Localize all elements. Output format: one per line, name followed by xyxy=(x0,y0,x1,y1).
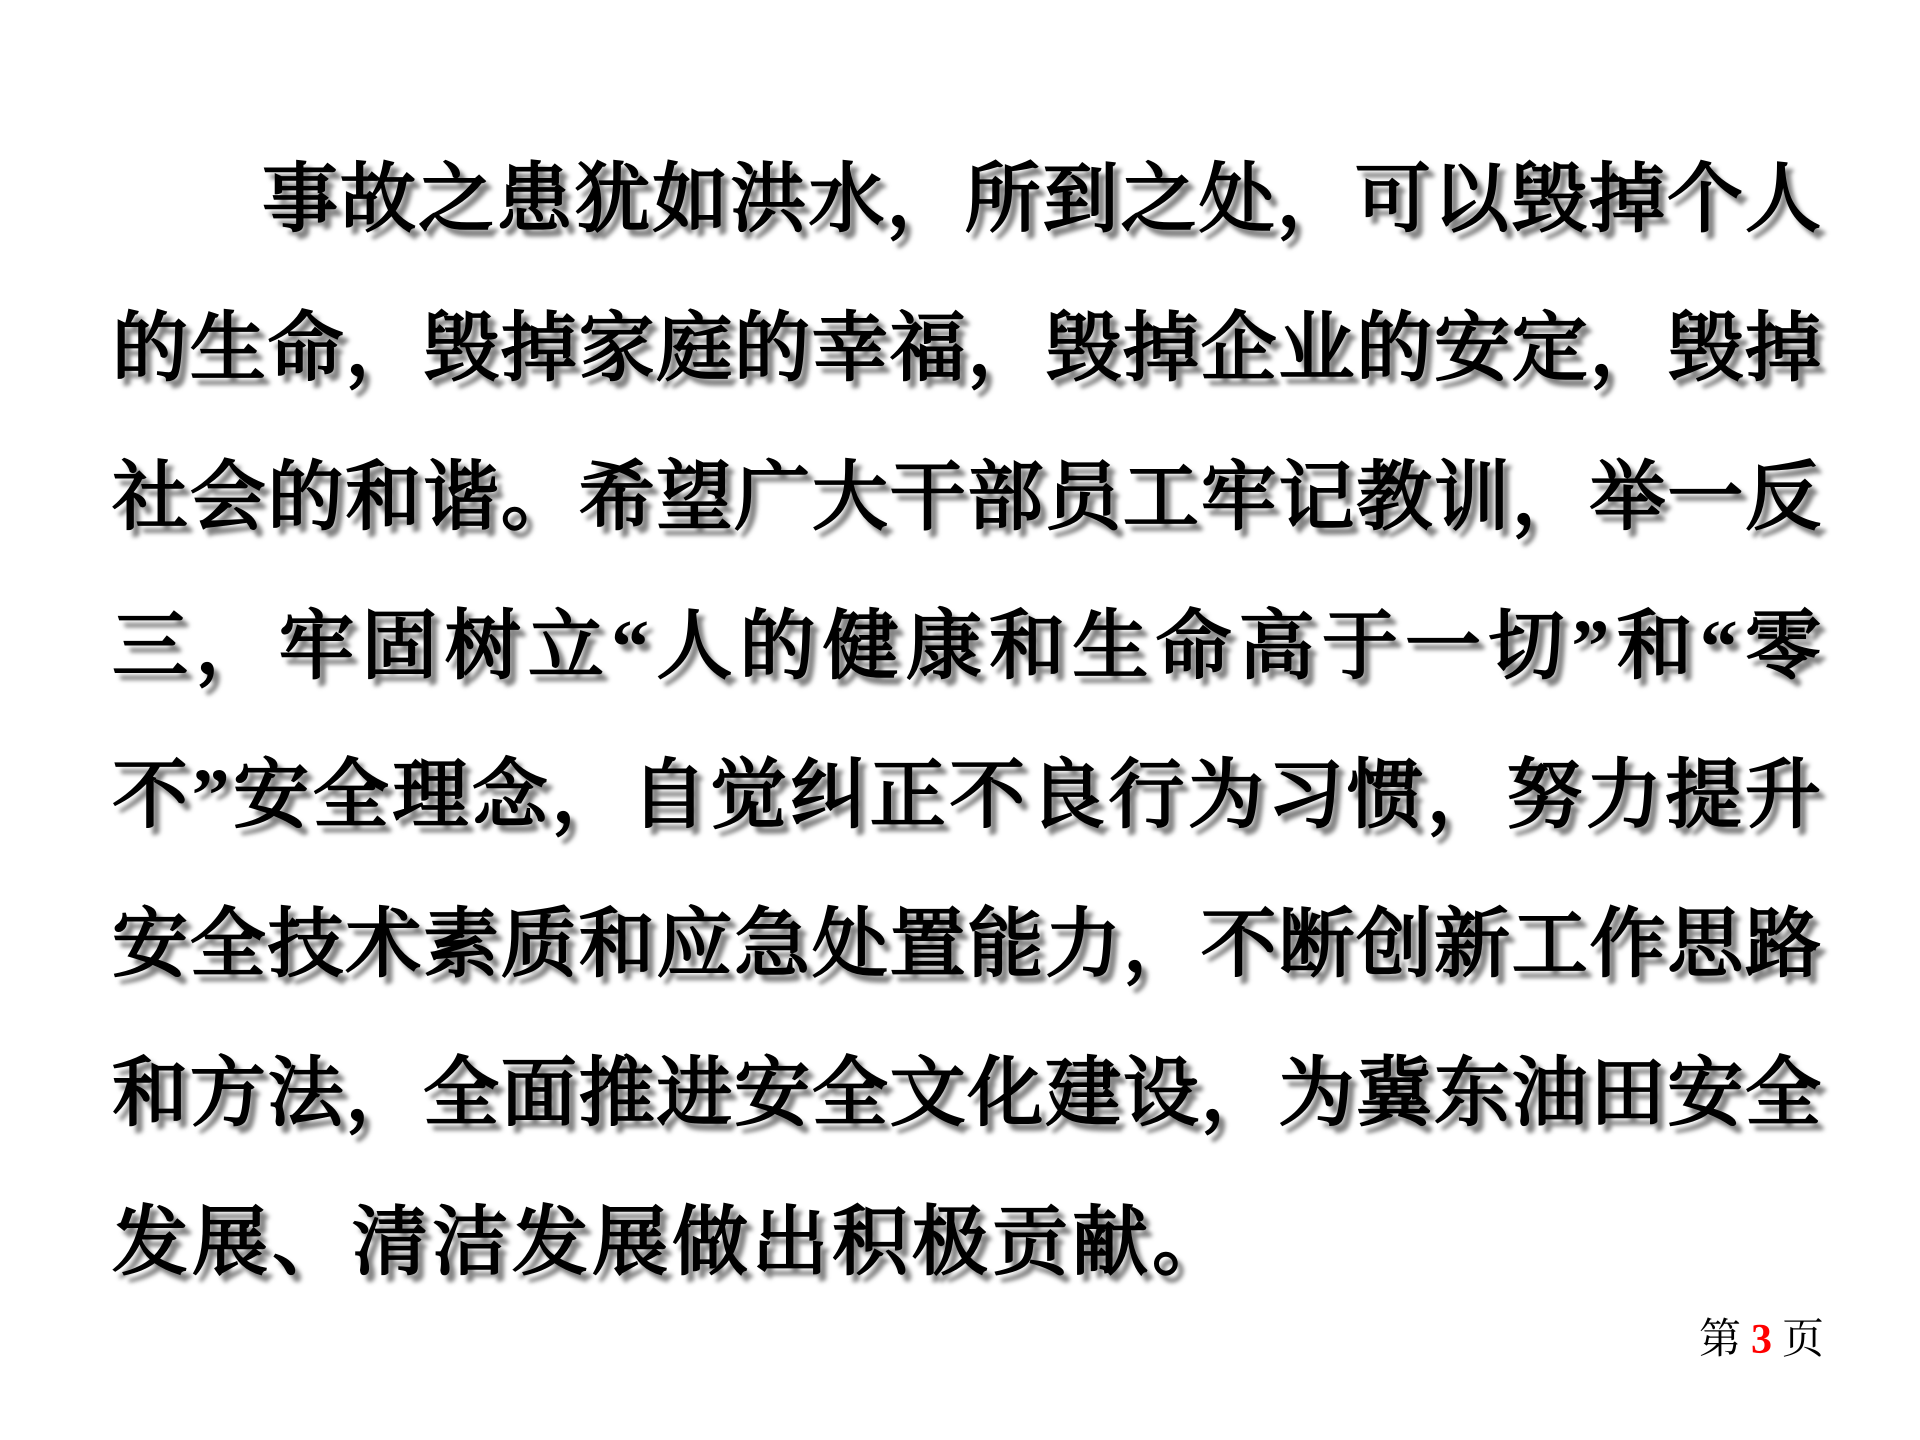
paragraph-line-7: 和方法，全面推进安全文化建设，为冀东油田安全 xyxy=(112,1052,1822,1136)
paragraph-line-2: 的生命，毁掉家庭的幸福，毁掉企业的安定，毁掉 xyxy=(112,307,1822,391)
paragraph-line-6: 安全技术素质和应急处置能力，不断创新工作思路 xyxy=(112,903,1822,987)
paragraph-line-4: 三，牢固树立“人的健康和生命高于一切”和“零 xyxy=(112,605,1822,689)
paragraph-line-3: 社会的和谐。希望广大干部员工牢记教训，举一反 xyxy=(112,456,1822,540)
page-number-footer xyxy=(1699,1306,1824,1366)
paragraph-line-1: 事故之患犹如洪水，所到之处，可以毁掉个人 xyxy=(262,158,1822,242)
page-number-prefix: 第 xyxy=(1698,1317,1741,1363)
page-number-suffix: 页 xyxy=(1781,1317,1824,1363)
safety-paragraph xyxy=(112,126,1822,1318)
page-number-value: 3 xyxy=(1750,1317,1772,1363)
paragraph-line-5: 不”安全理念，自觉纠正不良行为习惯，努力提升 xyxy=(112,754,1822,838)
paragraph-line-8: 发展、清洁发展做出积极贡献。 xyxy=(112,1201,1232,1285)
